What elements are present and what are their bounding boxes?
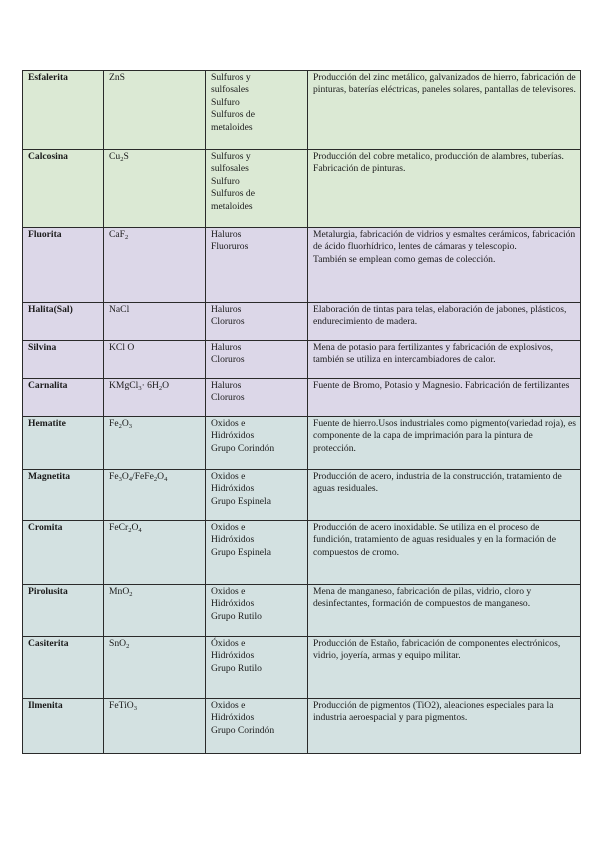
mineral-name: Calcosina [23, 150, 104, 228]
mineral-uses: Producción de pigmentos (TiO2), aleaciones especiales para la industria aeroespacial y para pigmentos. [308, 699, 581, 754]
class-line: Oxidos e [211, 522, 246, 533]
class-line: Sulfuros y [211, 72, 251, 83]
formula-part: O [121, 418, 129, 429]
mineral-class [206, 585, 308, 637]
mineral-formula [104, 637, 206, 699]
formula-subscript: 2 [129, 591, 133, 598]
class-line: Sulfuro [211, 175, 240, 187]
formula-subscript: 3 [118, 476, 122, 483]
formula-part: KMgCl [109, 380, 139, 391]
table-row [23, 637, 581, 699]
mineral-uses: Mena de potasio para fertilizantes y fabricación de explosivos, también se utiliza en intercambiadores de calor. [308, 341, 581, 379]
mineral-formula [104, 699, 206, 754]
mineral-name: Cromita [23, 521, 104, 585]
mineral-name: Carnalita [23, 379, 104, 417]
mineral-formula [104, 341, 206, 379]
class-line: Hidróxidos [211, 712, 255, 724]
mineral-formula [104, 417, 206, 470]
formula-subscript: 3 [138, 385, 142, 392]
table-row [23, 303, 581, 341]
class-line: Óxidos e [211, 638, 246, 649]
mineral-uses: Producción del cobre metalico, producción de alambres, tuberías. Fabricación de pinturas. [308, 150, 581, 228]
mineral-formula [104, 470, 206, 521]
table-row [23, 150, 581, 228]
formula-subscript: 4 [138, 527, 142, 534]
formula-part: KCl O [109, 342, 135, 353]
formula-part: O [162, 380, 170, 391]
class-line: Haluros [211, 229, 242, 240]
class-line: Hidróxidos [211, 534, 255, 546]
class-line: Sulfuros de [211, 188, 255, 200]
class-line: Haluros [211, 342, 242, 353]
class-line: Cloruros [211, 316, 245, 328]
mineral-class [206, 341, 308, 379]
mineral-uses: Producción de Estaño, fabricación de componentes electrónicos, vidrio, joyería, armas y equipo militar. [308, 637, 581, 699]
formula-part: FeCr [109, 522, 129, 533]
mineral-uses: Mena de manganeso, fabricación de pilas, vidrio, cloro y desinfectantes, formación de compuestos de manganeso. [308, 585, 581, 637]
table-row [23, 228, 581, 303]
mineral-class [206, 417, 308, 470]
mineral-class [206, 228, 308, 303]
class-line: Haluros [211, 304, 242, 315]
formula-part: SnO [109, 638, 127, 649]
mineral-uses: Elaboración de tintas para telas, elaboración de jabones, plásticos, endurecimiento de madera. [308, 303, 581, 341]
mineral-name: Halita(Sal) [23, 303, 104, 341]
table-body [23, 71, 581, 754]
mineral-class [206, 303, 308, 341]
table-row [23, 71, 581, 150]
class-line: Oxidos e [211, 586, 246, 597]
mineral-formula [104, 150, 206, 228]
formula-subscript: 2 [128, 527, 132, 534]
mineral-class [206, 379, 308, 417]
formula-subscript: 2 [126, 643, 130, 650]
class-line: Grupo Rutilo [211, 610, 262, 622]
table-row [23, 470, 581, 521]
formula-subscript: 2 [118, 423, 122, 430]
class-line: Hidróxidos [211, 598, 255, 610]
formula-part: ZnS [109, 72, 125, 83]
mineral-name: Casiterita [23, 637, 104, 699]
formula-part: FeTiO [109, 700, 134, 711]
mineral-class [206, 521, 308, 585]
table-row [23, 585, 581, 637]
class-line: Grupo Corindón [211, 724, 275, 736]
class-line: sulfosales [211, 84, 249, 96]
formula-part: NaCl [109, 304, 130, 315]
mineral-name: Fluorita [23, 228, 104, 303]
mineral-uses: Producción de acero, industria de la construcción, tratamiento de aguas residuales. [308, 470, 581, 521]
formula-subscript: 2 [120, 156, 124, 163]
formula-subscript: 4 [164, 476, 168, 483]
formula-part: Fe [109, 418, 119, 429]
formula-part: MnO [109, 586, 130, 597]
class-line: Cloruros [211, 354, 245, 366]
table-row [23, 417, 581, 470]
class-line: Oxidos e [211, 700, 246, 711]
mineral-formula [104, 521, 206, 585]
class-line: Grupo Espinela [211, 546, 271, 558]
mineral-formula [104, 303, 206, 341]
mineral-uses: Metalurgia, fabricación de vidrios y esmaltes cerámicos, fabricación de ácido fluorhídrico, lentes de cámaras y telescopio. También se emplean como gemas de colección. [308, 228, 581, 303]
mineral-name: Silvina [23, 341, 104, 379]
mineral-formula [104, 228, 206, 303]
class-line: sulfosales [211, 163, 249, 175]
class-line: Oxidos e [211, 471, 246, 482]
class-line: Oxidos e [211, 418, 246, 429]
mineral-name: Esfalerita [23, 71, 104, 150]
class-line: Sulfuros y [211, 151, 251, 162]
class-line: Fluoruros [211, 241, 249, 253]
table-row [23, 379, 581, 417]
formula-part: · 6H [141, 380, 159, 391]
mineral-uses: Fuente de hierro.Usos industriales como pigmento(variedad roja), es componente de la capa de imprimación para la pintura de protección. [308, 417, 581, 470]
class-line: Grupo Espinela [211, 495, 271, 507]
formula-part: CaF [109, 229, 125, 240]
mineral-formula [104, 585, 206, 637]
class-line: Sulfuros de [211, 109, 255, 121]
mineral-class [206, 637, 308, 699]
formula-part: /FeFe [132, 471, 154, 482]
mineral-name: Pirolusita [23, 585, 104, 637]
formula-subscript: 4 [128, 476, 133, 483]
mineral-class [206, 71, 308, 150]
formula-part: O [157, 471, 165, 482]
mineral-class [206, 150, 308, 228]
formula-subscript: 3 [128, 423, 133, 430]
formula-part: Fe [109, 471, 119, 482]
mineral-uses: Producción del zinc metálico, galvanizados de hierro, fabricación de pinturas, baterías eléctricas, paneles solares, pantallas de televisores. [308, 71, 581, 150]
formula-part: S [123, 151, 129, 162]
mineral-name: Ilmenita [23, 699, 104, 754]
mineral-class [206, 470, 308, 521]
class-line: Sulfuro [211, 96, 240, 108]
formula-part: O [121, 471, 129, 482]
formula-part: O [131, 522, 139, 533]
formula-subscript: 2 [125, 234, 129, 241]
formula-part: Cu [109, 151, 121, 162]
class-line: metaloides [211, 121, 253, 133]
mineral-class [206, 699, 308, 754]
class-line: Cloruros [211, 392, 245, 404]
class-line: Grupo Rutilo [211, 662, 262, 674]
mineral-formula [104, 379, 206, 417]
mineral-name: Hematite [23, 417, 104, 470]
class-line: Hidróxidos [211, 430, 255, 442]
class-line: Hidróxidos [211, 650, 255, 662]
mineral-uses: Fuente de Bromo, Potasio y Magnesio. Fabricación de fertilizantes [308, 379, 581, 417]
formula-subscript: 2 [158, 385, 163, 392]
mineral-name: Magnetita [23, 470, 104, 521]
class-line: metaloides [211, 200, 253, 212]
formula-subscript: 3 [133, 705, 137, 712]
class-line: Grupo Corindón [211, 442, 275, 454]
formula-subscript: 2 [153, 476, 158, 483]
mineral-uses: Producción de acero inoxidable. Se utiliza en el proceso de fundición, tratamiento de aguas residuales y en la formación de compuestos de cromo. [308, 521, 581, 585]
table-row [23, 521, 581, 585]
table-row [23, 341, 581, 379]
class-line: Haluros [211, 380, 242, 391]
class-line: Hidróxidos [211, 483, 255, 495]
table-row [23, 699, 581, 754]
minerals-table [22, 70, 581, 754]
mineral-formula [104, 71, 206, 150]
